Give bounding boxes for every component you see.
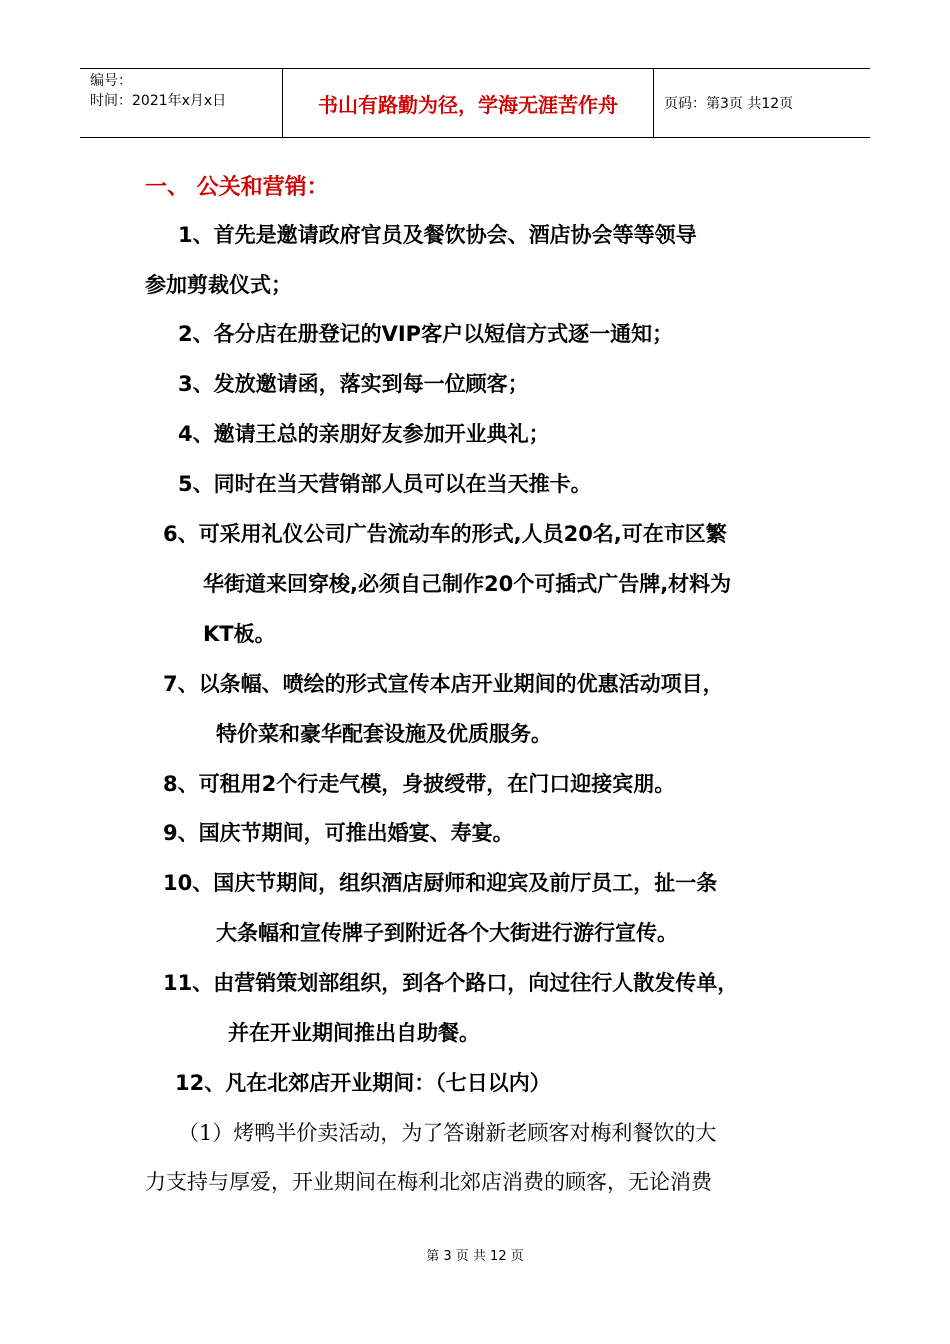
section-title: 一、 公关和营销： bbox=[145, 175, 329, 200]
number-label: 编号： bbox=[90, 73, 132, 89]
motto-cell bbox=[282, 69, 654, 137]
list-line: 10、国庆节期间，组织酒店厨师和迎宾及前厅员工，扯一条 bbox=[163, 871, 718, 895]
paragraph-line: 力支持与厚爱，开业期间在梅利北郊店消费的顾客，无论消费 bbox=[145, 1170, 712, 1194]
time-label: 时间：2021年x月x日 bbox=[90, 93, 227, 109]
list-line: 特价菜和豪华配套设施及优质服务。 bbox=[216, 722, 552, 746]
page-footer: 第 3 页 共 12 页 bbox=[426, 1249, 524, 1264]
list-line: 2、各分店在册登记的VIP客户以短信方式逐一通知； bbox=[178, 322, 674, 346]
list-line: 大条幅和宣传牌子到附近各个大街进行游行宣传。 bbox=[216, 921, 678, 945]
list-line: 6、可采用礼仪公司广告流动车的形式,人员20名,可在市区繁 bbox=[163, 522, 727, 546]
list-line: 11、由营销策划部组织，到各个路口，向过往行人散发传单， bbox=[163, 971, 739, 995]
list-line: 9、国庆节期间，可推出婚宴、寿宴。 bbox=[163, 821, 514, 845]
list-line: 8、可租用2个行走气模，身披绶带，在门口迎接宾朋。 bbox=[163, 772, 676, 796]
header-meta-cell bbox=[80, 69, 282, 137]
list-line: 12、凡在北郊店开业期间：（七日以内） bbox=[175, 1071, 551, 1095]
motto-text: 书山有路勤为径，学海无涯苦作舟 bbox=[318, 92, 618, 117]
list-line: 3、发放邀请函，落实到每一位顾客； bbox=[178, 372, 529, 396]
list-line: 并在开业期间推出自助餐。 bbox=[228, 1021, 480, 1045]
list-line: KT板。 bbox=[203, 622, 276, 646]
document-header bbox=[80, 68, 870, 138]
list-line: 参加剪裁仪式； bbox=[145, 273, 292, 297]
list-line: 5、同时在当天营销部人员可以在当天推卡。 bbox=[178, 472, 592, 496]
page-info-cell bbox=[654, 69, 870, 137]
list-line: 4、邀请王总的亲朋好友参加开业典礼； bbox=[178, 422, 550, 446]
list-line: 7、以条幅、喷绘的形式宣传本店开业期间的优惠活动项目， bbox=[163, 672, 724, 696]
page-info-text: 页码：第3页 共12页 bbox=[664, 96, 794, 112]
paragraph-line: （1）烤鸭半价卖活动，为了答谢新老顾客对梅利餐饮的大 bbox=[178, 1121, 717, 1145]
list-line: 华街道来回穿梭,必须自己制作20个可插式广告牌,材料为 bbox=[203, 572, 732, 596]
list-line: 1、首先是邀请政府官员及餐饮协会、酒店协会等等领导 bbox=[178, 223, 697, 247]
